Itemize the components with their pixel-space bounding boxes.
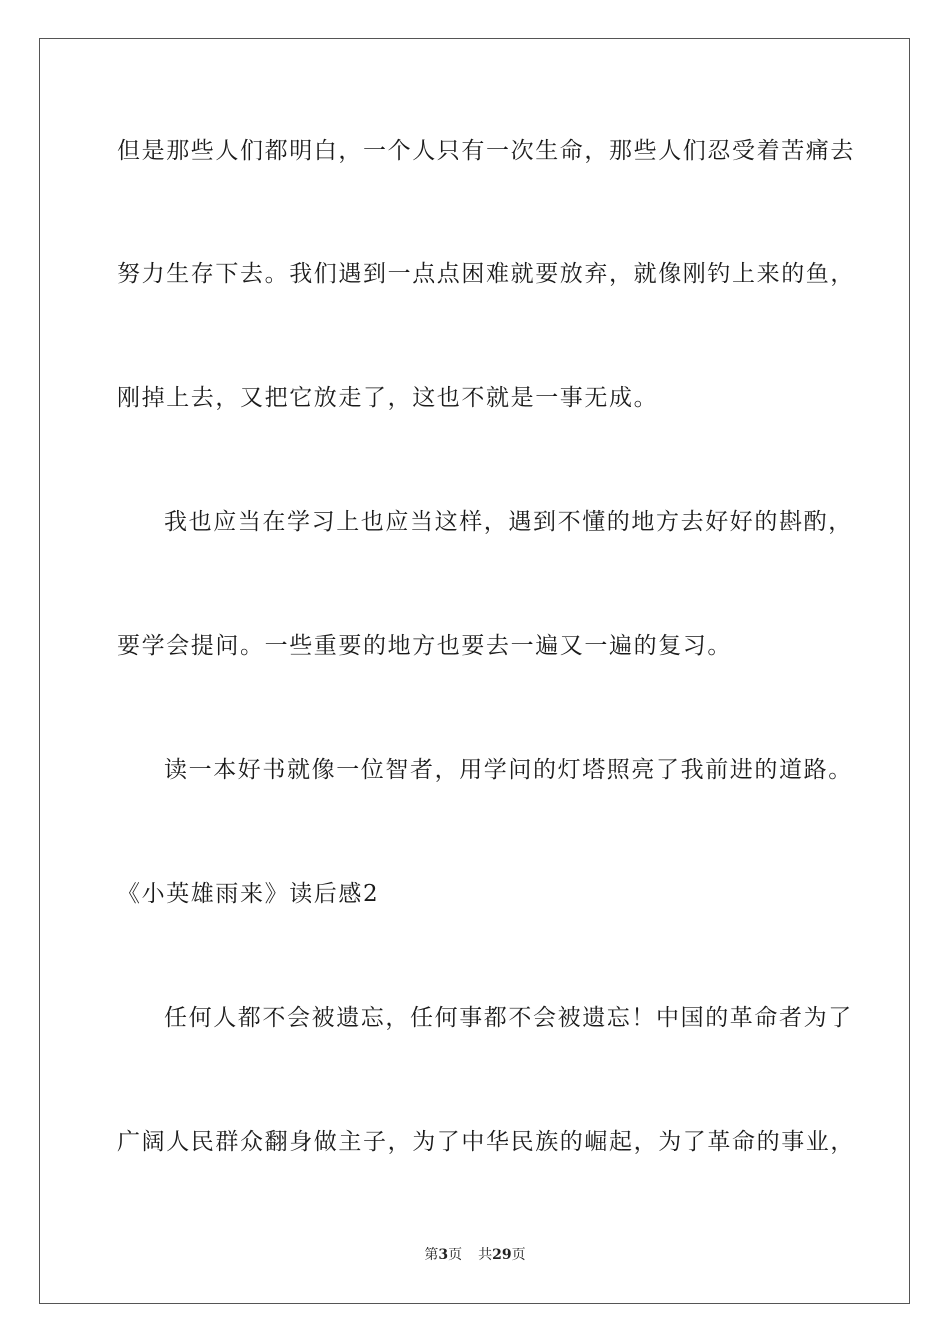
- footer-page-suffix: 页: [448, 1247, 463, 1263]
- paragraph-2-line-2: 要学会提问。一些重要的地方也要去一遍又一遍的复习。: [117, 633, 732, 659]
- section-heading: 《小英雄雨来》读后感2: [117, 881, 380, 907]
- footer-page-number: 3: [438, 1247, 449, 1263]
- paragraph-3-line-1: 读一本好书就像一位智者，用学问的灯塔照亮了我前进的道路。: [164, 757, 853, 783]
- paragraph-4-line-1: 任何人都不会被遗忘，任何事都不会被遗忘！中国的革命者为了: [164, 1005, 853, 1031]
- paragraph-1-line-3: 刚掉上去，又把它放走了，这也不就是一事无成。: [117, 385, 659, 411]
- paragraph-1-line-2: 努力生存下去。我们遇到一点点困难就要放弃，就像刚钓上来的鱼，: [117, 261, 855, 287]
- footer-total-suffix: 页: [511, 1247, 526, 1263]
- page-footer: [0, 1246, 950, 1264]
- footer-total-prefix: 共: [478, 1247, 493, 1263]
- footer-page-prefix: 第: [424, 1247, 439, 1263]
- footer-total-pages: 29: [492, 1247, 512, 1263]
- paragraph-1-line-1: 但是那些人们都明白，一个人只有一次生命，那些人们忍受着苦痛去: [117, 138, 855, 164]
- page-border: [39, 38, 910, 1304]
- paragraph-2-line-1: 我也应当在学习上也应当这样，遇到不懂的地方去好好的斟酌，: [164, 509, 853, 535]
- paragraph-4-line-2: 广阔人民群众翻身做主子，为了中华民族的崛起，为了革命的事业，: [117, 1129, 855, 1155]
